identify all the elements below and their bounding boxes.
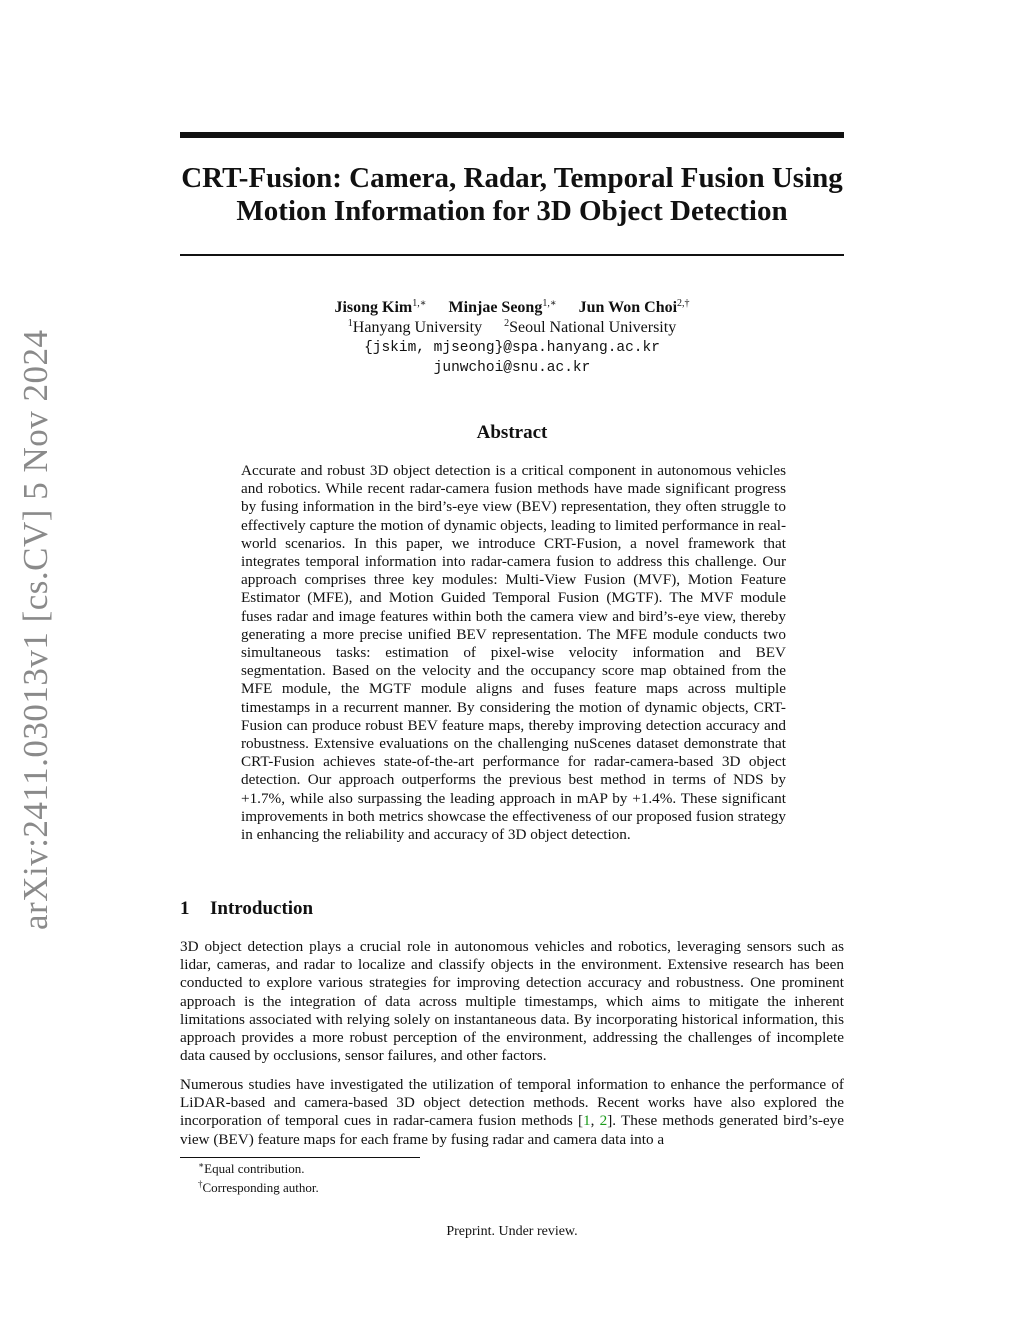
- intro-paragraph-2: [180, 1076, 844, 1149]
- section-heading: [180, 898, 313, 920]
- footnote-mark: ∗: [198, 1160, 205, 1170]
- section-title: Introduction: [210, 898, 314, 919]
- citation-separator: ,: [590, 1112, 600, 1130]
- citation-link[interactable]: 2: [599, 1112, 608, 1130]
- title-top-rule: [180, 132, 844, 138]
- citation-link[interactable]: 1: [583, 1112, 591, 1130]
- paper-title: [160, 162, 864, 228]
- author-email: junwchoi@snu.ac.kr: [433, 360, 591, 376]
- title-line-2: Motion Information for 3D Object Detection: [236, 195, 788, 227]
- footnote-text: Equal contribution.: [204, 1161, 305, 1176]
- intro-paragraph-1: 3D object detection plays a crucial role in autonomous vehicles and robotics, leveraging sensors such as lidar, cameras, and radar to localize and classify objects in the environment. Extensive research has been conducted to explore various strategies for improving detection accuracy and robustness. One prominent approach is the integration of data across multiple timestamps, which aims to mitigate the inherent limitations associated with relying solely on instantaneous data. By incorporating historical information, this approach provides a more robust perception of the environment, addressing the challenges of incomplete data caused by occlusions, sensor failures, and other factors.: [180, 938, 844, 1065]
- affiliations: [180, 318, 844, 338]
- affiliation-mark: 1: [347, 318, 353, 329]
- title-bottom-rule: [180, 254, 844, 256]
- abstract-heading: Abstract: [476, 422, 548, 443]
- footnote-mark: †: [198, 1179, 203, 1189]
- author-marks: 2,†: [677, 298, 690, 309]
- footnote: [198, 1180, 319, 1196]
- author-name: Jun Won Choi: [578, 299, 678, 316]
- footnote: [198, 1161, 305, 1177]
- arxiv-stamp: arXiv:2411.03013v1 [cs.CV] 5 Nov 2024: [16, 329, 55, 930]
- author-marks: 1,∗: [542, 298, 557, 309]
- abstract-text: Accurate and robust 3D object detection is a critical component in autonomous vehicles and robotics. While recent radar-camera fusion methods have made significant progress by fusing information in the bird’s-eye view (BEV) representation, they often struggle to effectively capture the motion of dynamic objects, leading to limited performance in real-world scenarios. In this paper, we introduce CRT-Fusion, a novel framework that integrates temporal information into radar-camera fusion to address this challenge. Our approach comprises three key modules: Multi-View Fusion (MVF), Motion Feature Estimator (MFE), and Motion Guided Temporal Fusion (MGTF). The MVF module fuses radar and image features within both the camera view and bird’s-eye view, thereby generating a more precise unified BEV representation. The MFE module conducts two simultaneous tasks: estimation of pixel-wise velocity information and BEV segmentation. Based on the velocity and the occupancy score map obtained from the MFE module, the MGTF module aligns and fuses feature maps across multiple timestamps in a recurrent manner. By considering the motion of dynamic objects, CRT-Fusion can produce robust BEV feature maps, thereby improving detection accuracy and robustness. Extensive evaluations on the challenging nuScenes dataset demonstrate that CRT-Fusion achieves state-of-the-art performance for radar-camera-based 3D object detection. Our approach outperforms the previous best method in terms of NDS by +1.7%, while also surpassing the leading approach in mAP by +1.4%. These significant improvements in both metrics showcase the effectiveness of our proposed fusion strategy in enhancing the reliability and accuracy of 3D object detection.: [241, 462, 786, 844]
- affiliation-name: Hanyang University: [352, 319, 483, 336]
- author-names: [180, 298, 844, 318]
- section-number: 1: [180, 898, 190, 919]
- paragraph-text: Numerous studies have investigated the utilization of temporal information to enhance the performance of LiDAR-based and camera-based 3D object detection methods. Recent works have also explored the incorporation of temporal cues in radar-camera fusion methods [: [180, 1076, 844, 1130]
- footnote-rule: [180, 1157, 420, 1158]
- title-line-1: CRT-Fusion: Camera, Radar, Temporal Fusion Using: [181, 162, 843, 194]
- author-name: Minjae Seong: [448, 299, 543, 316]
- author-marks: 1,∗: [412, 298, 427, 309]
- paragraph-text: ]. These methods generated bird’s-eye view (BEV) feature maps for each frame by fusing radar and camera data into a: [180, 1112, 844, 1148]
- affiliation-mark: 2: [504, 318, 510, 329]
- author-name: Jisong Kim: [334, 299, 413, 316]
- page-footer: Preprint. Under review.: [446, 1224, 578, 1239]
- author-email: {jskim, mjseong}@spa.hanyang.ac.kr: [364, 340, 660, 356]
- author-block: [180, 298, 844, 378]
- affiliation-name: Seoul National University: [509, 319, 677, 336]
- footnote-text: Corresponding author.: [202, 1180, 319, 1195]
